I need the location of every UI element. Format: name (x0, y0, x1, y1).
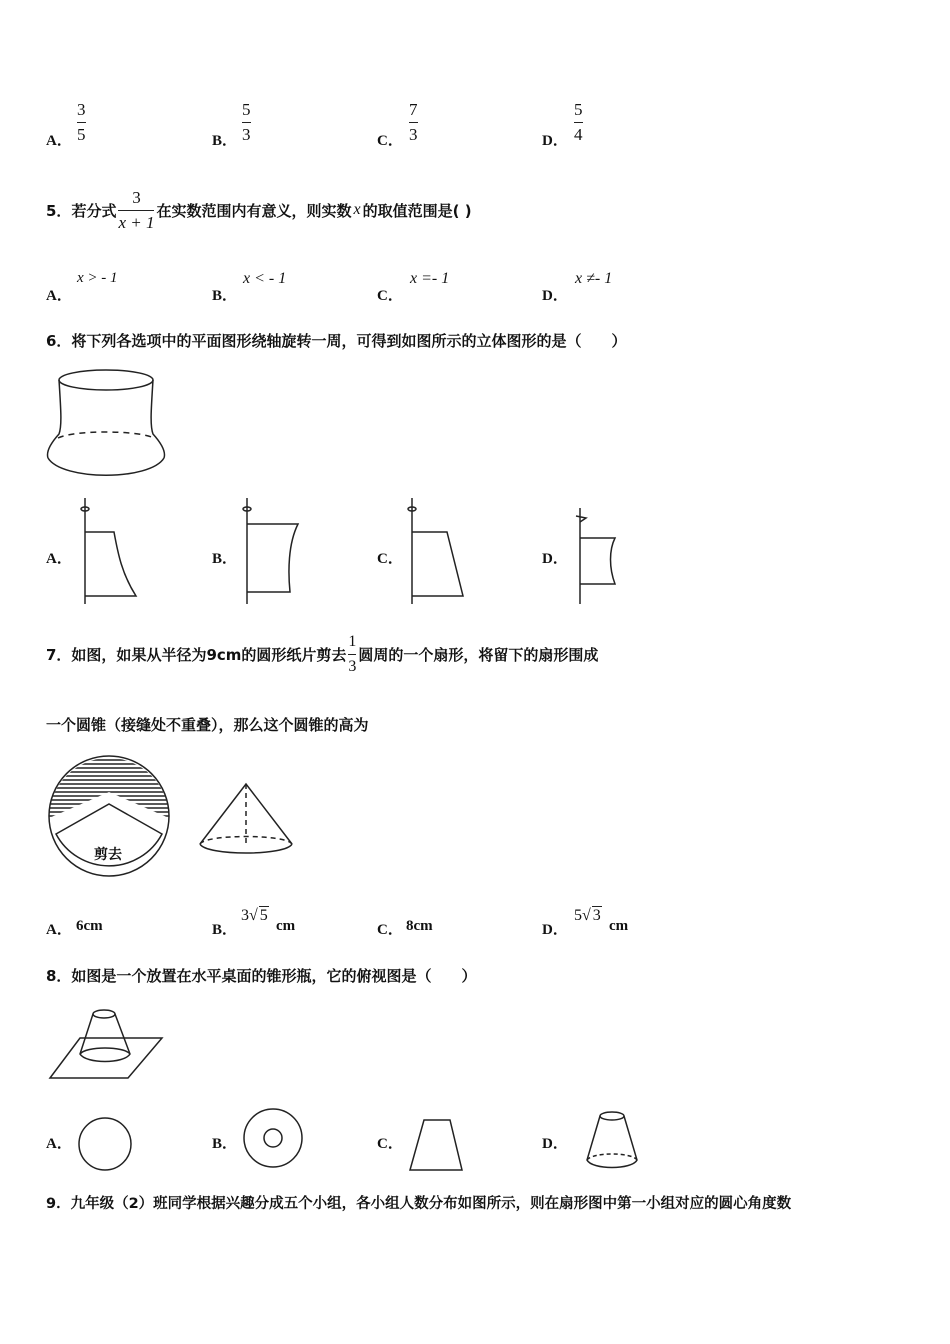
q8-option-d-label: D． (542, 1136, 568, 1152)
q7-option-a-text: 6cm (76, 918, 103, 934)
q6-option-b-label: B． (212, 551, 238, 567)
q7-option-b-expr (241, 906, 269, 925)
q5-pre-text: 若分式 (71, 201, 117, 220)
denominator: 5 (77, 125, 86, 144)
q7-option-b-label: B． (212, 922, 238, 938)
q8-option-d-figure (582, 1108, 642, 1172)
q5-option-d-expr: x ≠- 1 (575, 270, 613, 287)
q4-options (0, 100, 950, 160)
q7-option-c-label: C． (377, 922, 403, 938)
q5-option-a-label: A． (46, 288, 72, 304)
q4-option-c-label: C． (377, 133, 403, 149)
coefficient: 5 (574, 907, 582, 924)
q6-option-d-figure (573, 494, 638, 606)
q7-cut-circle-figure (46, 752, 172, 880)
denominator: x + 1 (118, 212, 155, 232)
coefficient: 3 (241, 907, 249, 924)
denominator: 3 (348, 657, 357, 675)
numerator: 3 (77, 100, 86, 119)
q6-option-c-figure (405, 494, 470, 606)
denominator: 3 (409, 125, 418, 144)
q4-option-b-fraction (242, 100, 251, 145)
q5-option-d-label: D． (542, 288, 568, 304)
denominator: 3 (242, 125, 251, 144)
q4-option-a-fraction (77, 100, 86, 145)
q7-post-text: 圆周的一个扇形，将留下的扇形围成 (358, 645, 599, 664)
q8-option-c-figure (406, 1114, 468, 1174)
q4-option-c-fraction (409, 100, 418, 145)
q7-option-a-label: A． (46, 922, 72, 938)
radicand: 3 (592, 907, 601, 924)
q7-option-b-unit: cm (276, 918, 296, 934)
q7-option-c-text: 8cm (406, 918, 433, 934)
q5-option-c-expr: x =- 1 (410, 270, 450, 287)
q5-option-c-label: C． (377, 288, 403, 304)
q6-options (0, 494, 950, 609)
numerator: 3 (132, 187, 141, 207)
q5-fraction (118, 188, 154, 233)
sqrt-sign: √ (582, 907, 591, 924)
q6-stem: 6．将下列各选项中的平面图形绕轴旋转一周，可得到如图所示的立体图形的是（ ） (46, 332, 627, 350)
sqrt-sign: √ (249, 907, 258, 924)
numerator: 7 (409, 100, 418, 119)
q4-option-a-label: A． (46, 133, 72, 149)
q5-option-b-expr: x < - 1 (243, 270, 287, 287)
q5-variable: x (353, 201, 361, 218)
q8-option-a-figure (76, 1114, 136, 1174)
numerator: 1 (348, 632, 357, 650)
q5-stem (46, 185, 472, 235)
q7-option-d-label: D． (542, 922, 568, 938)
q7-pre-text: 7．如图，如果从半径为9cm的圆形纸片剪去 (46, 645, 347, 664)
q8-option-a-label: A． (46, 1136, 72, 1152)
q5-options (0, 268, 950, 308)
q7-option-d-expr (574, 906, 602, 925)
q8-stem: 8．如图是一个放置在水平桌面的锥形瓶，它的俯视图是（ ） (46, 967, 477, 985)
q4-option-d-fraction (574, 100, 583, 145)
q7-stem-line1 (46, 628, 598, 680)
q7-fraction (348, 632, 356, 677)
q9-stem: 9．九年级（2）班同学根据兴趣分成五个小组，各小组人数分布如图所示，则在扇形图中第一小组对应的圆心角度数 (46, 1196, 792, 1212)
denominator: 4 (574, 125, 583, 144)
q5-option-b-label: B． (212, 288, 238, 304)
q8-option-b-figure (241, 1106, 305, 1170)
q6-option-c-label: C． (377, 551, 403, 567)
q5-option-a-expr: x > - 1 (77, 270, 118, 286)
q6-option-a-figure (78, 494, 143, 606)
q8-option-c-label: C． (377, 1136, 403, 1152)
q8-options (0, 1104, 950, 1176)
q4-option-b-label: B． (212, 133, 238, 149)
q5-post-text: 在实数范围内有意义，则实数 (156, 201, 352, 220)
numerator: 5 (574, 100, 583, 119)
q6-option-b-figure (240, 494, 305, 606)
q7-option-d-unit: cm (609, 918, 629, 934)
radicand: 5 (259, 907, 268, 924)
q7-stem-line2: 一个圆锥（接缝处不重叠），那么这个圆锥的高为 (46, 716, 369, 734)
q6-option-d-label: D． (542, 551, 568, 567)
q8-flask-on-table-figure (48, 1006, 164, 1082)
q5-number: 5． (46, 201, 72, 220)
numerator: 5 (242, 100, 251, 119)
q6-option-a-label: A． (46, 551, 72, 567)
q6-solid-figure (44, 366, 169, 481)
q7-options (0, 900, 950, 942)
q4-option-d-label: D． (542, 133, 568, 149)
q8-option-b-label: B． (212, 1136, 238, 1152)
q5-end-text: 的取值范围是( ) (362, 201, 472, 220)
q7-cone-figure (196, 782, 296, 856)
q7-cut-label: 剪去 (94, 847, 122, 863)
